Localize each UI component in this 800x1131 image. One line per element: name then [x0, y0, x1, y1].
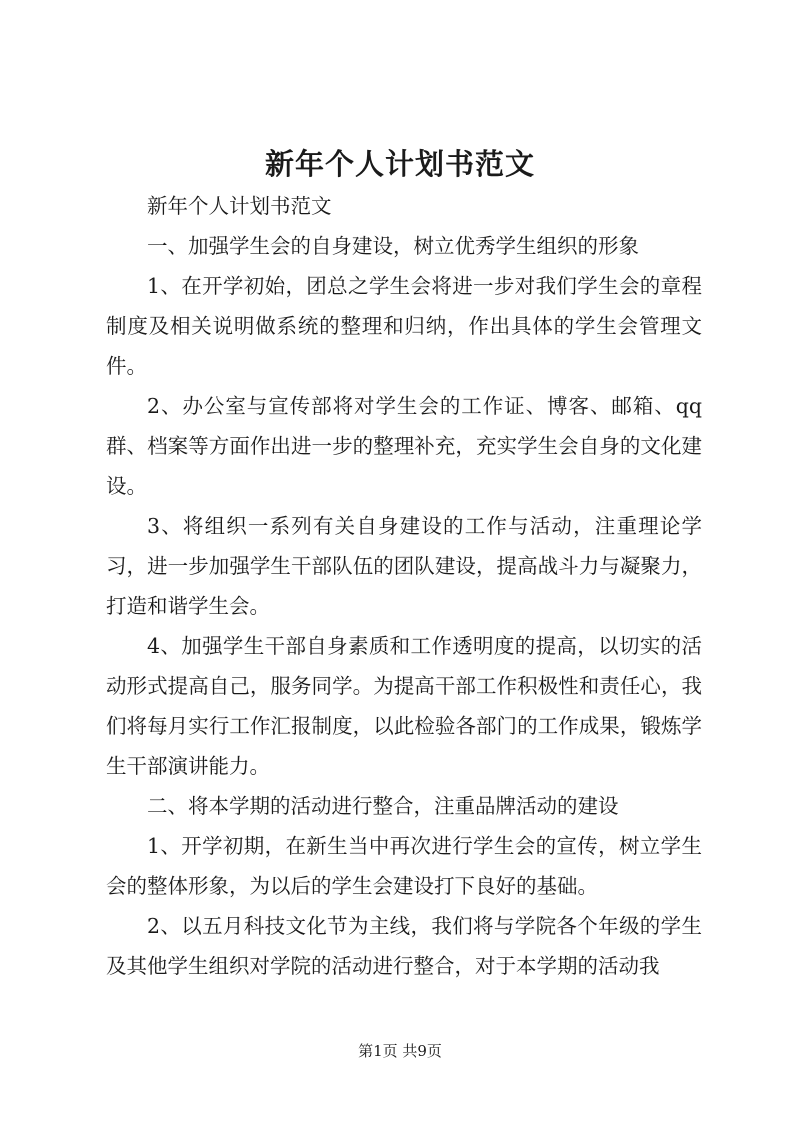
paragraph: 2、办公室与宣传部将对学生会的工作证、博客、邮箱、qq群、档案等方面作出进一步的整理补充，充实学生会自身的文化建设。: [106, 394, 702, 498]
page-title: 新年个人计划书范文: [264, 147, 535, 181]
paragraph: 2、以五月科技文化节为主线，我们将与学院各个年级的学生及其他学生组织对学院的活动进行整合，对于本学期的活动我: [106, 914, 702, 978]
section-heading: 二、将本学期的活动进行整合，注重品牌活动的建设: [147, 794, 619, 818]
document-body: [106, 186, 702, 986]
page-footer: 第1页 共9页: [358, 1042, 442, 1060]
section-heading: 一、加强学生会的自身建设，树立优秀学生组织的形象: [147, 234, 639, 258]
paragraph: 3、将组织一系列有关自身建设的工作与活动，注重理论学习，进一步加强学生干部队伍的团队建设，提高战斗力与凝聚力，打造和谐学生会。: [106, 514, 702, 618]
paragraph: 1、在开学初始，团总之学生会将进一步对我们学生会的章程制度及相关说明做系统的整理和归纳，作出具体的学生会管理文件。: [106, 274, 702, 378]
paragraph: 4、加强学生干部自身素质和工作透明度的提高，以切实的活动形式提高自己，服务同学。为提高干部工作积极性和责任心，我们将每月实行工作汇报制度，以此检验各部门的工作成果，锻炼学生干部演讲能力。: [106, 634, 702, 778]
paragraph: 1、开学初期，在新生当中再次进行学生会的宣传，树立学生会的整体形象，为以后的学生会建设打下良好的基础。: [106, 834, 702, 898]
paragraph: 新年个人计划书范文: [147, 194, 332, 218]
